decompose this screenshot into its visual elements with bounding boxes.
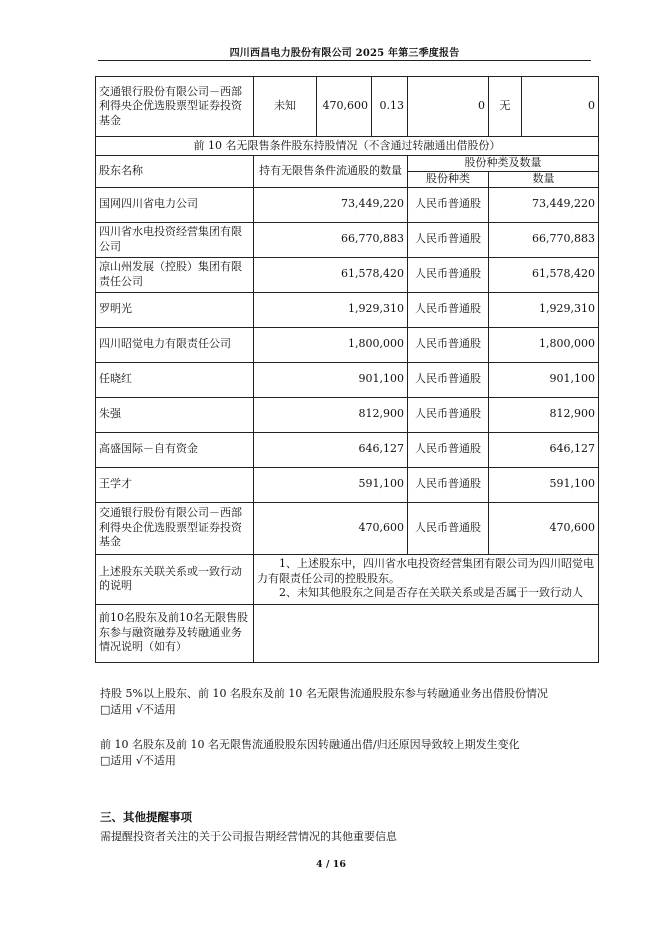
table-row bbox=[96, 397, 599, 432]
relation-row bbox=[96, 554, 599, 604]
table-row bbox=[96, 257, 599, 292]
lending-options: □适用 √不适用 bbox=[100, 703, 176, 716]
holder-ratio: 0.13 bbox=[372, 77, 408, 137]
margin-label: 前10名股东及前10名无限售股东参与融资融券及转融通业务情况说明（如有） bbox=[96, 604, 254, 662]
table-row bbox=[96, 187, 599, 222]
row-amount: 591,100 bbox=[489, 467, 599, 502]
row-name: 高盛国际－自有资金 bbox=[96, 432, 254, 467]
change-disclosure bbox=[100, 737, 520, 769]
row-amount: 1,800,000 bbox=[489, 327, 599, 362]
row-amount: 66,770,883 bbox=[489, 222, 599, 257]
lending-text: 持股 5%以上股东、前 10 名股东及前 10 名无限售流通股股东参与转融通业务出借股份情况 bbox=[100, 687, 548, 700]
margin-text bbox=[254, 604, 599, 662]
change-text: 前 10 名股东及前 10 名无限售流通股股东因转融通出借/归还原因导致较上期发生变化 bbox=[100, 738, 520, 751]
row-type: 人民币普通股 bbox=[408, 292, 489, 327]
holder-name: 交通银行股份有限公司－西部利得央企优选股票型证券投资基金 bbox=[96, 77, 254, 137]
row-type: 人民币普通股 bbox=[408, 502, 489, 554]
table-row bbox=[96, 222, 599, 257]
row-type: 人民币普通股 bbox=[408, 362, 489, 397]
row-type: 人民币普通股 bbox=[408, 432, 489, 467]
row-qty: 646,127 bbox=[254, 432, 408, 467]
table-row bbox=[96, 362, 599, 397]
relation-label: 上述股东关联关系或一致行动的说明 bbox=[96, 554, 254, 604]
table-row bbox=[96, 327, 599, 362]
row-qty: 591,100 bbox=[254, 467, 408, 502]
table-row bbox=[96, 432, 599, 467]
row-name: 王学才 bbox=[96, 467, 254, 502]
row-name: 朱强 bbox=[96, 397, 254, 432]
row-name: 交通银行股份有限公司－西部利得央企优选股票型证券投资基金 bbox=[96, 502, 254, 554]
row-amount: 470,600 bbox=[489, 502, 599, 554]
row-qty: 470,600 bbox=[254, 502, 408, 554]
relation-text-2: 2、未知其他股东之间是否存在关联关系或是否属于一致行动人 bbox=[279, 586, 583, 600]
row-type: 人民币普通股 bbox=[408, 327, 489, 362]
change-options: □适用 √不适用 bbox=[100, 754, 176, 767]
row-qty: 812,900 bbox=[254, 397, 408, 432]
row-type: 人民币普通股 bbox=[408, 257, 489, 292]
row-name: 四川省水电投资经营集团有限公司 bbox=[96, 222, 254, 257]
col-header-qty: 持有无限售条件流通股的数量 bbox=[254, 156, 408, 188]
row-qty: 1,800,000 bbox=[254, 327, 408, 362]
row-amount: 812,900 bbox=[489, 397, 599, 432]
table-row bbox=[96, 467, 599, 502]
header-divider bbox=[98, 60, 591, 61]
row-amount: 646,127 bbox=[489, 432, 599, 467]
row-name: 任晓红 bbox=[96, 362, 254, 397]
row-name: 四川昭觉电力有限责任公司 bbox=[96, 327, 254, 362]
row-name: 国网四川省电力公司 bbox=[96, 187, 254, 222]
section-text: 需提醒投资者关注的关于公司报告期经营情况的其他重要信息 bbox=[100, 830, 397, 843]
section-heading: 三、其他提醒事项 bbox=[100, 810, 192, 824]
col-header-type-group: 股份种类及数量 bbox=[408, 156, 599, 172]
row-qty: 73,449,220 bbox=[254, 187, 408, 222]
row-type: 人民币普通股 bbox=[408, 397, 489, 432]
pledge-status: 无 bbox=[489, 77, 522, 137]
row-type: 人民币普通股 bbox=[408, 467, 489, 502]
table-row bbox=[96, 292, 599, 327]
row-qty: 61,578,420 bbox=[254, 257, 408, 292]
table-row bbox=[96, 77, 599, 137]
section-title: 前 10 名无限售条件股东持股情况（不含通过转融通出借股份） bbox=[96, 137, 599, 156]
col-header-type: 股份种类 bbox=[408, 171, 489, 187]
holder-nature: 未知 bbox=[254, 77, 317, 137]
row-qty: 1,929,310 bbox=[254, 292, 408, 327]
row-name: 罗明光 bbox=[96, 292, 254, 327]
col-header-amount: 数量 bbox=[489, 171, 599, 187]
row-amount: 1,929,310 bbox=[489, 292, 599, 327]
page-header: 四川西昌电力股份有限公司 2025 年第三季度报告 bbox=[229, 48, 460, 59]
row-type: 人民币普通股 bbox=[408, 222, 489, 257]
row-amount: 73,449,220 bbox=[489, 187, 599, 222]
lending-disclosure bbox=[100, 686, 548, 718]
shareholder-table bbox=[95, 76, 599, 663]
row-amount: 901,100 bbox=[489, 362, 599, 397]
pledge-qty: 0 bbox=[522, 77, 599, 137]
row-name: 凉山州发展（控股）集团有限责任公司 bbox=[96, 257, 254, 292]
col-header-holder: 股东名称 bbox=[96, 156, 254, 188]
relation-text bbox=[254, 554, 599, 604]
holder-shares: 470,600 bbox=[317, 77, 372, 137]
row-type: 人民币普通股 bbox=[408, 187, 489, 222]
table-row bbox=[96, 502, 599, 554]
row-qty: 66,770,883 bbox=[254, 222, 408, 257]
relation-text-1: 1、上述股东中，四川省水电投资经营集团有限公司为四川昭觉电力有限责任公司的控股股东。 bbox=[257, 557, 594, 585]
row-qty: 901,100 bbox=[254, 362, 408, 397]
page-number: 4 / 16 bbox=[316, 859, 346, 870]
margin-row bbox=[96, 604, 599, 662]
holder-restricted: 0 bbox=[408, 77, 489, 137]
row-amount: 61,578,420 bbox=[489, 257, 599, 292]
